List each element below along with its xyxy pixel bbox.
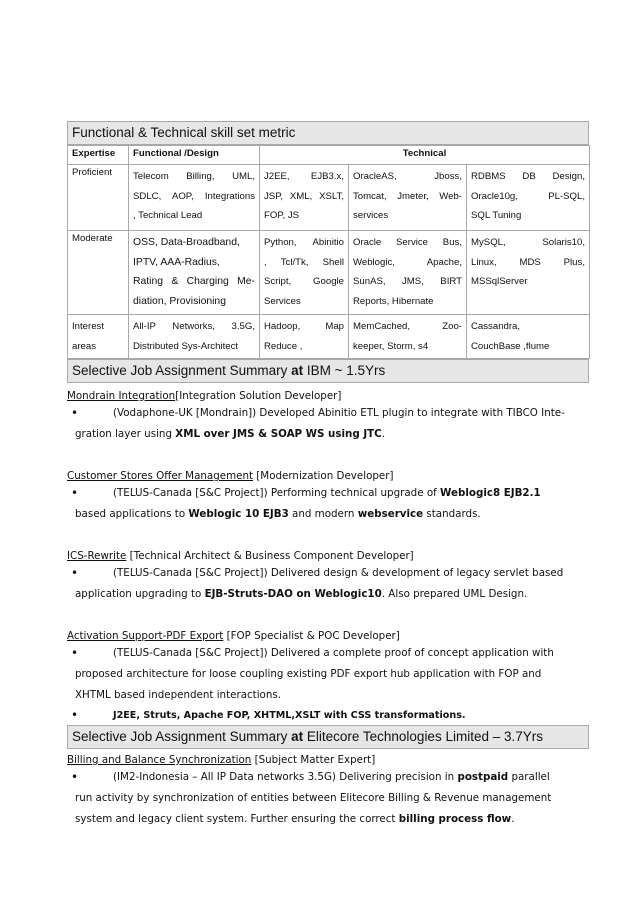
cell-line: SQL Tuning [471,210,522,221]
bullet-icon: • [71,406,79,420]
cell-line: Reports, Hibernate [353,295,434,307]
cell-line: Oracle Service Bus, [353,237,462,248]
text-bold: EJB-Struts-DAO on Weblogic10 [204,588,382,600]
cell-line: services [353,210,389,221]
cell-line: OSS, Data-Broadband, [133,237,240,248]
project-role: [Integration Solution Developer] [175,390,342,402]
cell-line: Weblogic, Apache, [353,256,462,268]
text: gration layer using [75,428,176,440]
bullet-text: (IM2-Indonesia – All IP Data networks 3.5G) Delivering precision in [113,771,458,783]
functional-cell [129,231,260,315]
spacer [67,605,589,621]
text-bold: Weblogic 10 EJB3 [188,508,289,520]
project-name: Activation Support-PDF Export [67,630,224,642]
resume-page [67,121,589,830]
bullet-icon: • [71,486,79,500]
ibm-summary-heading [67,359,589,383]
cell-line: IPTV, AAA-Radius, [133,256,220,268]
text-bold: webservice [357,508,424,520]
technical-cell [260,231,349,315]
cell-line: SDLC, AOP, Integrations [133,190,255,202]
project-role: [Subject Matter Expert] [251,754,376,766]
technical-cell [467,315,590,359]
text: application upgrading to [75,588,205,600]
technical-cell [467,165,590,231]
cell-line: Tomcat, Jmeter, Web- [353,190,462,202]
text: and modern [288,508,358,520]
heading-company: IBM ~ 1.5Yrs [303,363,386,378]
bullet-icon: • [71,646,79,660]
project-name: Mondrain Integration [67,390,176,402]
cell-line: MySQL, Solaris10, [471,237,585,248]
text-bold: Weblogic8 EJB2.1 [440,487,541,499]
cell-line: , Tcl/Tk, Shell [264,256,344,268]
ibm-entries [67,389,589,725]
elitecore-summary-heading [67,725,589,749]
bullet-text: (TELUS-Canada [S&C Project]) Delivered design & development of legacy servlet based [113,567,564,579]
cell-line: Oracle10g, PL-SQL, [471,190,585,202]
heading-at: at [291,729,304,744]
text: system and legacy client system. Further ensuring the correct [75,813,399,825]
cell-line: CouchBase ,flume [471,340,550,352]
bullet-continuation [75,813,514,825]
text: . [381,428,386,440]
cell-line: All-IP Networks, 3.5G, [133,321,255,332]
cell-line: Linux, MDS Plus, [471,256,585,268]
bullet-continuation [75,588,527,600]
entry-title [67,469,589,483]
cell-line: OracleAS, Jboss, [353,171,462,182]
cell-line: diation, Provisioning [133,295,226,307]
cell-line: J2EE, EJB3.x, [264,171,344,182]
technical-cell [260,165,349,231]
bullet-continuation: proposed architecture for loose coupling existing PDF export hub application with FOP and [75,668,542,680]
project-role: [Modernization Developer] [253,470,394,482]
header-functional: Functional /Design [129,146,260,165]
cell-line: Distributed Sys-Architect [133,340,239,352]
cell-line: , Technical Lead [133,210,203,221]
cell-line: Cassandra, [471,321,521,332]
heading-text: Selective Job Assignment Summary [72,363,292,378]
cell-line: RDBMS DB Design, [471,171,585,182]
bullet-continuation [75,428,385,440]
row-level: Proficient [68,165,129,231]
bullet-text: (Vodaphone-UK [Mondrain]) Developed Abinitio ETL plugin to integrate with TIBCO Inte- [113,407,565,419]
project-name: Billing and Balance Synchronization [67,754,252,766]
skill-matrix-table [67,145,590,359]
skill-matrix-header [68,146,590,165]
project-name: Customer Stores Offer Management [67,470,254,482]
entry-title [67,389,589,403]
bullet-continuation [75,508,481,520]
text: . [511,813,515,825]
cell-line: Rating & Charging Me- [133,276,255,287]
cell-line: Telecom Billing, UML, [133,171,255,182]
project-role: [Technical Architect & Business Component Developer] [126,550,414,562]
cell-line: Services [264,295,301,307]
bullet-text: (TELUS-Canada [S&C Project]) Delivered a complete proof of concept application with [113,647,554,659]
row-level: Moderate [68,231,129,315]
bullet-text: J2EE, Struts, Apache FOP, XHTML,XSLT with CSS transformations. [113,710,466,721]
cell-line: JSP, XML, XSLT, [264,190,344,202]
project-name: ICS-Rewrite [67,550,127,562]
bullet-continuation: XHTML based independent interactions. [75,689,282,701]
text-bold: billing process flow [398,813,512,825]
table-row [68,231,590,315]
entry-title [67,549,589,563]
spacer [67,525,589,541]
row-level: Interest areas [68,315,129,359]
technical-cell [349,231,467,315]
project-role: [FOP Specialist & POC Developer] [223,630,400,642]
cell-line: SunAS, JMS, BIRT [353,276,462,287]
cell-line: Script, Google [264,276,344,287]
cell-line: keeper, Storm, s4 [353,340,429,352]
technical-cell [260,315,349,359]
list-item [67,706,589,725]
text: parallel [508,771,550,783]
bullet-icon: • [71,566,79,580]
cell-line: FOP, JS [264,210,300,221]
table-row [68,315,590,359]
text-bold: postpaid [457,771,509,783]
entry-title [67,629,589,643]
cell-line: Reduce , [264,340,303,352]
heading-company: Elitecore Technologies Limited – 3.7Yrs [303,729,543,744]
cell-line: MSSqlServer [471,276,528,287]
text-bold: XML over JMS & SOAP WS using JTC [175,428,382,440]
header-technical: Technical [260,146,590,165]
header-expertise: Expertise [68,146,129,165]
table-row [68,165,590,231]
technical-cell [349,315,467,359]
bullet-continuation: run activity by synchronization of entities between Elitecore Billing & Revenue management [75,792,552,804]
cell-line: Python, Abinitio [264,237,344,248]
cell-line: Hadoop, Map [264,321,344,332]
text: standards. [423,508,481,520]
text: based applications to [75,508,189,520]
technical-cell [349,165,467,231]
list-item [67,767,589,830]
list-item [67,643,589,706]
heading-at: at [291,363,304,378]
text: . Also prepared UML Design. [381,588,528,600]
list-item [67,563,589,605]
skill-matrix-title: Functional & Technical skill set metric [67,121,589,145]
elitecore-entries [67,753,589,830]
list-item [67,403,589,445]
functional-cell [129,315,260,359]
heading-text: Selective Job Assignment Summary [72,729,292,744]
entry-title [67,753,589,767]
technical-cell [467,231,590,315]
bullet-text: (TELUS-Canada [S&C Project]) Performing technical upgrade of [113,487,441,499]
functional-cell [129,165,260,231]
spacer [67,445,589,461]
bullet-icon: • [71,770,79,784]
bullet-icon: • [71,708,79,722]
list-item [67,483,589,525]
cell-line: MemCached, Zoo- [353,321,462,332]
